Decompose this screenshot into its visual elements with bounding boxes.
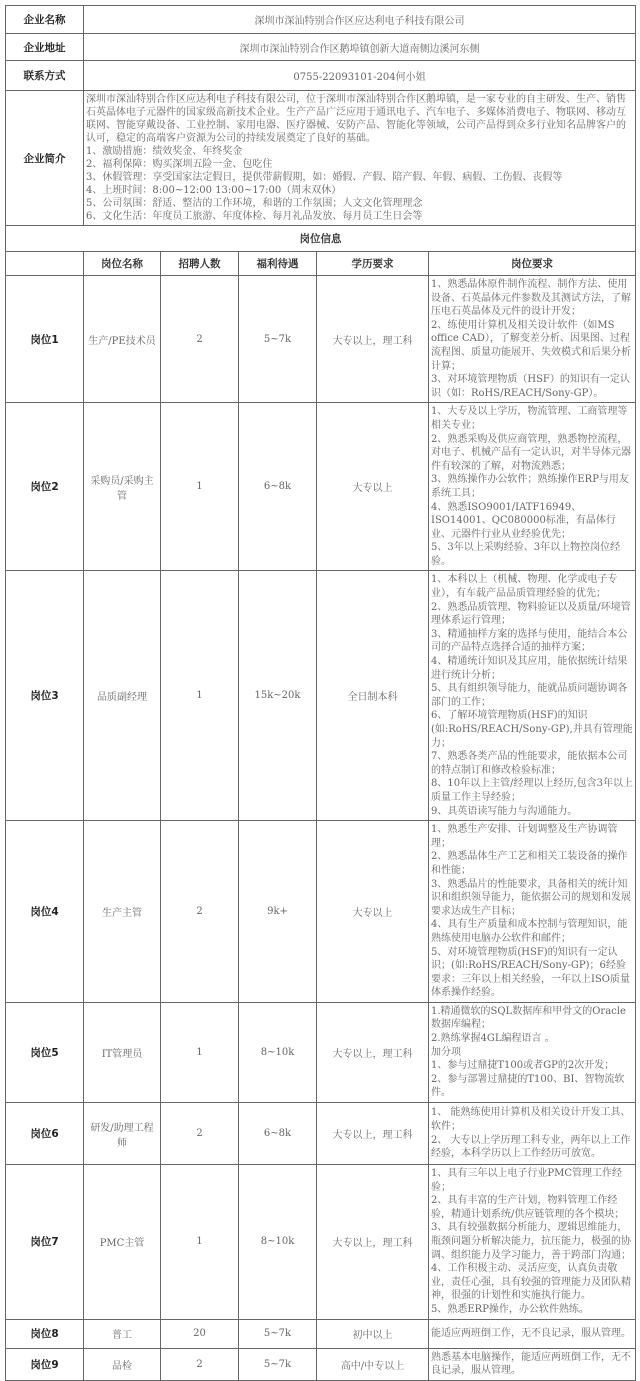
job-requirement-item: 2、熟悉采购及供应商管理，熟悉物控流程，对电子、机械产品有一定认识，对半导体元器件有较深的了解，对物流熟悉；	[431, 433, 631, 472]
job-id: 岗位9	[6, 1348, 84, 1380]
job-title: IT管理员	[84, 1002, 161, 1102]
job-requirements	[429, 276, 636, 403]
job-salary: 5~7k	[239, 1348, 317, 1380]
job-education: 初中以上	[317, 1319, 429, 1348]
job-salary: 8~10k	[239, 1002, 317, 1102]
job-education: 高中/中专以上	[317, 1348, 429, 1380]
job-salary: 8~10k	[239, 1165, 317, 1320]
company-address: 深圳市深汕特别合作区鹅埠镇创新大道南侧边溪河东侧	[84, 34, 636, 61]
job-salary: 5~7k	[239, 276, 317, 403]
job-id: 岗位7	[6, 1165, 84, 1320]
job-requirements	[429, 571, 636, 821]
job-requirement-item: 1、本科以上（机械、物理、化学或电子专业），有车载产品品质管理经验的优先；	[431, 574, 618, 600]
job-requirement-item: 8、10年以上主管/经理以上经历,包含3年以上质量工作主导经验；	[431, 778, 633, 803]
job-education: 大专以上，理工科	[317, 1165, 429, 1320]
job-count: 2	[161, 276, 239, 403]
job-requirement-item: 2.熟练掌握4GL编程语言 。	[431, 1033, 555, 1045]
job-row	[6, 276, 636, 403]
company-address-row	[6, 34, 636, 61]
job-requirement-item: 2、练使用计算机及相关设计软件（如MS office CAD），了解变差分析、因果图、过程流程图、质量功能展开、失效模式和后果分析计算；	[431, 319, 631, 372]
company-contact-row	[6, 61, 636, 91]
job-requirement-item: 2、参与部署过鼎捷的T100、BI、智物流软件。	[431, 1073, 625, 1099]
job-count: 2	[161, 1103, 239, 1165]
job-title: 普工	[84, 1319, 161, 1348]
job-row	[6, 821, 636, 1003]
job-requirement-item: 1、参与过鼎捷T100或者GP的2次开发；	[431, 1060, 615, 1072]
job-title: PMC主管	[84, 1165, 161, 1320]
column-header-blank	[6, 252, 84, 276]
job-requirement-item: 1、熟悉晶体原件制作流程、制作方法、使用设备、石英晶体元件参数及其测试方法，了解压电石英晶体及元件的设计开发；	[431, 279, 631, 318]
column-header: 岗位名称	[84, 252, 161, 276]
job-requirement-item: 1、具有三年以上电子行业PMC管理工作经验；	[431, 1168, 622, 1193]
company-name-label: 企业名称	[6, 6, 84, 34]
company-intro-line: 深圳市深汕特别合作区应达利电子科技有限公司，位于深圳市深汕特别合作区鹅埠镇，是一家专业的自主研发、生产、销售石英晶体电子元器件的国家级高新技术企业。生产产品广泛应用于通讯电子、汽车电子、多媒体消费电子、物联网、移动互联网、智能穿戴设备、工业控制、家用电器、医疗器械、安防产品、智能化等领域，公司产品得到众多行业知名品牌客户的认可，稳定的高端客户资源为公司的持续发展奠定了良好的基础。	[86, 94, 626, 144]
job-row	[6, 1165, 636, 1320]
job-requirement-item: 1、大专及以上学历，物流管理、工商管理等相关专业；	[431, 406, 628, 431]
job-requirement-item: 1、 能熟练使用计算机及相关设计开发工具、软件；	[431, 1107, 631, 1132]
job-requirement-item: 5、具有组织领导能力，能就品质问题协调各部门的工作；	[431, 683, 628, 708]
job-requirement-item: 加分项	[431, 1046, 461, 1058]
job-requirements	[429, 1165, 636, 1320]
job-requirement-item: 3、对环境管理物质（HSF）的知识有一定认识（如：RoHS/REACH/Sony-GP）。	[431, 374, 630, 399]
job-id: 岗位8	[6, 1319, 84, 1348]
company-intro-line: 2、福利保障：购买深圳五险一金、包吃住	[86, 159, 273, 170]
company-address-label: 企业地址	[6, 34, 84, 61]
job-requirement-item: 1.精通微软的SQL数据库和甲骨文的Oracle数据库编程；	[431, 1005, 626, 1031]
job-salary: 6~8k	[239, 1103, 317, 1165]
job-salary: 15k~20k	[239, 571, 317, 821]
job-requirement-item: 6、了解环境管理物质(HSF)的知识(如:RoHS/REACH/Sony-GP),并具有管理能力；	[431, 710, 633, 749]
job-salary: 5~7k	[239, 1319, 317, 1348]
job-requirement-item: 1、熟悉生产安排、计划调整及生产协调管理；	[431, 824, 618, 849]
job-title: 品质副经理	[84, 571, 161, 821]
job-salary: 6~8k	[239, 403, 317, 571]
job-title: 生产主管	[84, 821, 161, 1003]
column-header: 招聘人数	[161, 252, 239, 276]
job-title: 生产/PE技术员	[84, 276, 161, 403]
company-intro	[84, 91, 636, 226]
column-header: 学历要求	[317, 252, 429, 276]
job-count: 1	[161, 403, 239, 571]
job-id: 岗位5	[6, 1002, 84, 1102]
job-requirement-item: 5、熟悉ERP操作，办公软件熟练。	[431, 1303, 589, 1315]
job-requirements	[429, 1103, 636, 1165]
job-requirement-item: 3、熟练操作办公软件；熟练操作ERP与用友系统工具；	[431, 474, 629, 499]
job-count: 2	[161, 821, 239, 1003]
job-title: 研发/助理工程师	[84, 1103, 161, 1165]
job-title: 采购员/采购主管	[84, 403, 161, 571]
job-requirement-item: 4、精通统计知识及其应用，能依据统计结果进行统计分析；	[431, 656, 628, 681]
job-title: 品检	[84, 1348, 161, 1380]
job-id: 岗位4	[6, 821, 84, 1003]
job-id: 岗位2	[6, 403, 84, 571]
company-contact-label: 联系方式	[6, 61, 84, 91]
job-requirement-item: 2、熟悉晶体生产工艺和相关工装设备的操作和性能；	[431, 851, 628, 876]
job-id: 岗位6	[6, 1103, 84, 1165]
jobs-section-title: 岗位信息	[6, 226, 636, 252]
job-requirement-item: 4、熟悉ISO9001/IATF16949、ISO14001、QC080000标准，有晶体行业、元器件行业从业经验优先；	[431, 501, 616, 540]
column-header: 福利待遇	[239, 252, 317, 276]
company-intro-line: 4、上班时间：8:00~12:00 13:00~17:00（周末双休）	[86, 185, 342, 196]
job-requirement-item: 2、具有丰富的生产计划，物料管理工作经验，精通计划系统/供应链管理的各个模块；	[431, 1195, 625, 1220]
job-requirements	[429, 821, 636, 1003]
job-id: 岗位3	[6, 571, 84, 821]
job-education: 大专以上，理工科	[317, 1103, 429, 1165]
job-requirement-item: 7、熟悉各类产品的性能要求，能依据本公司的特点制订和修改检验标准；	[431, 751, 628, 776]
job-education: 大专以上	[317, 821, 429, 1003]
company-name: 深圳市深汕特别合作区应达利电子科技有限公司	[84, 6, 636, 34]
job-row	[6, 1319, 636, 1348]
company-intro-line: 5、公司氛围：舒适、整洁的工作环境，和谐的工作氛围；人文文化管理理念	[86, 198, 423, 209]
job-education: 大专以上，理工科	[317, 276, 429, 403]
job-requirement-item: 熟悉基本电脑操作，能适应两班倒工作，无不良记录，服从管理。	[431, 1351, 631, 1377]
company-intro-line: 6、文化生活：年度员工旅游、年度体检、每月礼品发放、每月员工生日会等	[86, 211, 423, 222]
jobs-column-header-row	[6, 252, 636, 276]
job-row	[6, 1103, 636, 1165]
job-row	[6, 1348, 636, 1380]
job-requirement-item: 2、 大专以上学历理工科专业，两年以上工作经验，本科学历以上工作经历可放宽。	[431, 1134, 631, 1160]
job-requirements	[429, 1348, 636, 1380]
job-education: 全日制本科	[317, 571, 429, 821]
job-id: 岗位1	[6, 276, 84, 403]
company-contact: 0755-22093101-204何小姐	[84, 61, 636, 91]
job-requirement-item: 2、熟悉品质管理、物料验证以及质量/环境管理体系运行管理；	[431, 601, 631, 627]
job-count: 1	[161, 1165, 239, 1320]
job-education: 大专以上，理工科	[317, 1002, 429, 1102]
job-count: 2	[161, 1348, 239, 1380]
job-requirement-item: 3、熟悉晶片的性能要求，具备相关的统计知识和组织领导能力，能依据公司的规划和发展要求达成生产目标；	[431, 878, 631, 917]
job-requirements	[429, 1319, 636, 1348]
job-row	[6, 403, 636, 571]
company-name-row	[6, 6, 636, 34]
job-requirement-item: 能适应两班倒工作，无不良记录，服从管理。	[431, 1327, 631, 1339]
job-requirement-item: 5、3年以上采购经验、3年以上物控岗位经验。	[431, 542, 621, 567]
company-intro-row	[6, 91, 636, 226]
recruitment-table	[5, 5, 636, 1381]
job-count: 1	[161, 1002, 239, 1102]
job-requirement-item: 5、对环境管理物质(HSF)的知识有一定认识；(如:RoHS/REACH/Sony-GP)；6经验要求：三年以上相关经验，一年以上ISO质量体系操作经验。	[431, 946, 630, 999]
job-requirement-item: 4、具有生产质量和成本控制与管理知识，能熟练使用电脑办公软件和邮件；	[431, 919, 628, 944]
job-requirement-item: 4、工作积极主动、灵活应变，认真负责敬业，责任心强，具有较强的管理能力及团队精神，很强的计划性和实施执行能力。	[431, 1263, 631, 1302]
column-header: 岗位要求	[429, 252, 636, 276]
company-intro-line: 1、激励措施：绩效奖金、年终奖金	[86, 146, 243, 157]
job-requirements	[429, 1002, 636, 1102]
job-salary: 9k+	[239, 821, 317, 1003]
job-education: 大专以上	[317, 403, 429, 571]
job-count: 20	[161, 1319, 239, 1348]
job-requirement-item: 9、具英语读写能力与沟通能力。	[431, 805, 578, 817]
job-requirement-item: 3、精通抽样方案的选择与使用，能结合本公司的产品特点选择合适的抽样方案；	[431, 628, 628, 654]
job-requirements	[429, 403, 636, 571]
job-requirement-item: 3、具有较强数据分析能力，逻辑思维能力，瓶颈问题分析解决能力，抗压能力，极强的协调、组织能力及学习能力，善于跨部门沟通；	[431, 1222, 631, 1261]
company-intro-label: 企业简介	[6, 91, 84, 226]
company-intro-line: 3、休假管理：享受国家法定假日，提供带薪假期，如：婚假、产假、陪产假、年假、病假、工伤假、丧假等	[86, 172, 563, 183]
jobs-section-row	[6, 226, 636, 252]
job-count: 1	[161, 571, 239, 821]
job-row	[6, 1002, 636, 1102]
job-row	[6, 571, 636, 821]
